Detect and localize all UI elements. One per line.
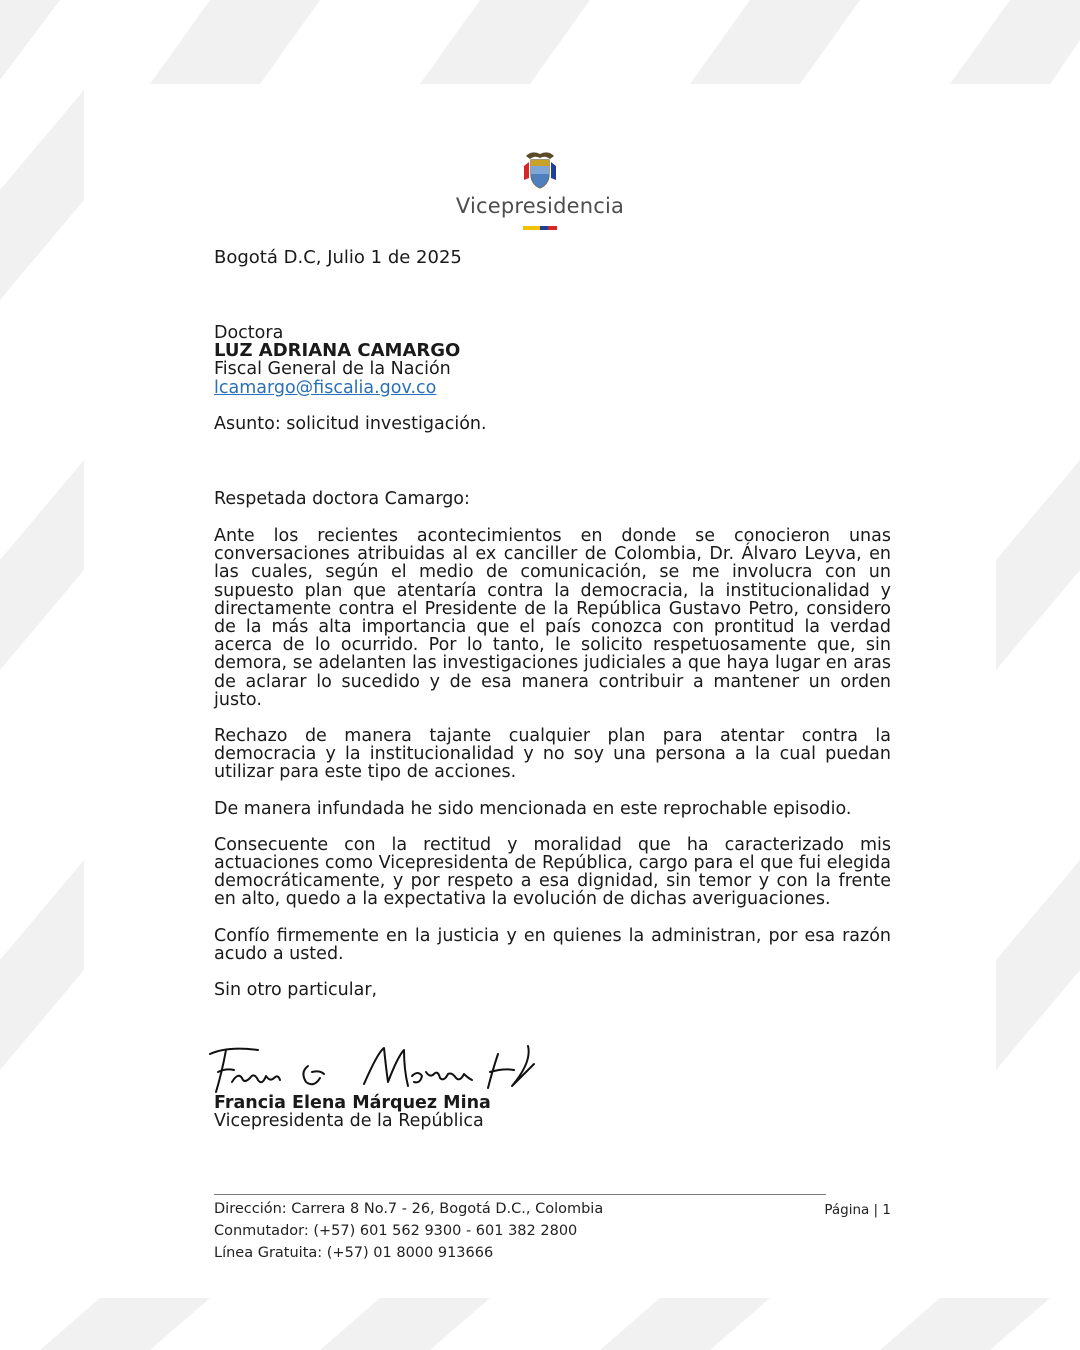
recipient-block	[214, 324, 891, 397]
recipient-title: Doctora	[214, 323, 284, 343]
signer-block	[214, 1094, 491, 1130]
footer-contact	[214, 1198, 603, 1264]
closing-line: Sin otro particular,	[214, 980, 378, 1001]
brand-name: Vicepresidencia	[455, 194, 625, 218]
signer-title: Vicepresidenta de la República	[214, 1111, 484, 1132]
letterhead	[84, 150, 996, 230]
letter-subject: Asunto: solicitud investigación.	[214, 414, 487, 434]
letter-date: Bogotá D.C, Julio 1 de 2025	[214, 247, 462, 268]
body-paragraph: Consecuente con la rectitud y moralidad que ha caracterizado mis actuaciones como Vicepresidenta de República, cargo para el que fui elegida democráticamente, y por respeto a esa dignidad, sin temor y con la frente en alto, quedo a la expectativa la evolución de dichas averiguaciones.	[214, 834, 891, 910]
body-paragraph: Ante los recientes acontecimientos en donde se conocieron unas conversaciones atribuidas al ex canciller de Colombia, Dr. Álvaro Leyva, en las cuales, según el medio de comunicación, se me involucra con un supuesto plan que atentaría contra la democracia, la institucionalidad y directamente contra el Presidente de la República Gustavo Petro, considero de la más alta importancia que el país conozca con prontitud la verdad acerca de lo ocurrido. Por lo tanto, le solicito respetuosamente que, sin demora, se adelanten las investigaciones judiciales a que haya lugar en aras de aclarar lo sucedido y de esa manera contribuir a mantener un orden justo.	[214, 526, 891, 710]
footer-address: Dirección: Carrera 8 No.7 - 26, Bogotá D.C., Colombia	[214, 1201, 604, 1217]
signer-name: Francia Elena Márquez Mina	[214, 1093, 491, 1113]
coat-of-arms-icon	[520, 150, 560, 192]
footer-phone: Conmutador: (+57) 601 562 9300 - 601 382 2800	[214, 1223, 578, 1239]
recipient-email-link[interactable]: lcamargo@fiscalia.gov.co	[214, 377, 437, 398]
page-number: Página | 1	[824, 1202, 891, 1218]
recipient-position: Fiscal General de la Nación	[214, 359, 451, 380]
body-paragraph: Confío firmemente en la justicia y en quienes la administran, por esa razón acudo a usted.	[214, 925, 891, 964]
letter-body	[214, 527, 891, 1017]
body-paragraph: De manera infundada he sido mencionada en este reprochable episodio.	[214, 798, 852, 819]
recipient-name: LUZ ADRIANA CAMARGO	[214, 340, 461, 362]
footer-toll-free: Línea Gratuita: (+57) 01 8000 913666	[214, 1245, 494, 1261]
body-paragraph: Rechazo de manera tajante cualquier plan para atentar contra la democracia y la institucionalidad y no soy una persona a la cual puedan utilizar para este tipo de acciones.	[214, 726, 891, 783]
letter-greeting: Respetada doctora Camargo:	[214, 489, 470, 509]
flag-bar	[523, 226, 557, 230]
footer-divider	[214, 1194, 826, 1195]
letter-page	[84, 84, 996, 1298]
